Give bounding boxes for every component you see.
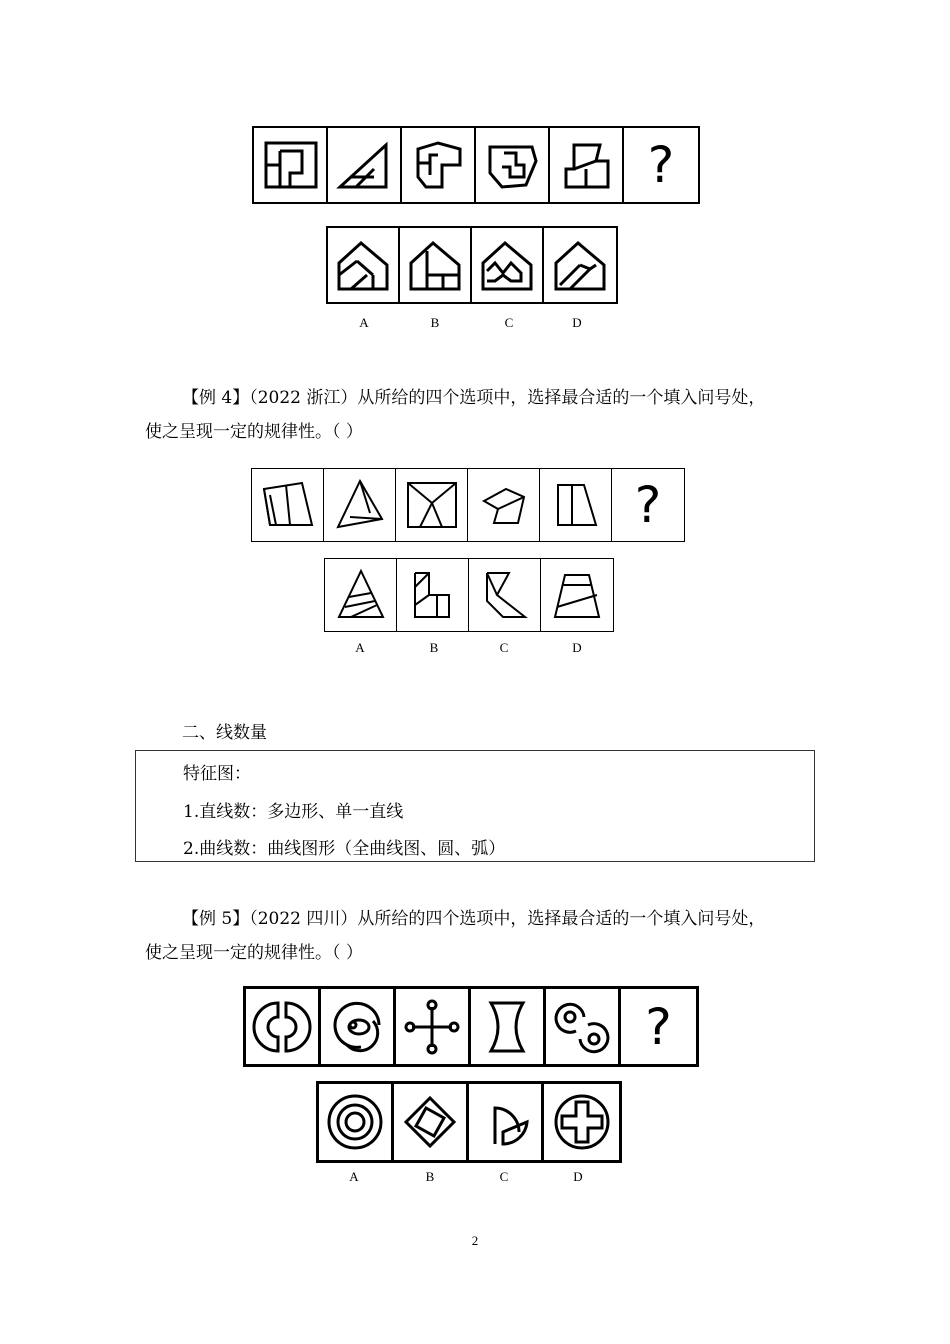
- fig3-question-strip: [243, 986, 699, 1067]
- fig1-option-a[interactable]: [328, 228, 400, 302]
- question-mark: ?: [645, 997, 672, 1056]
- example5-source: （2022 四川）: [249, 909, 358, 929]
- fig2-cell-5: [540, 469, 612, 541]
- option-label-c: C: [499, 1169, 509, 1184]
- fig2-question-cell: [612, 469, 684, 541]
- feature-box-title: 特征图：: [183, 764, 251, 784]
- fig1-question-cell: [624, 128, 698, 202]
- example5-question: [145, 902, 805, 970]
- fig2-cell-2: [324, 469, 396, 541]
- option-label-c: C: [504, 315, 514, 330]
- option-label-d: D: [572, 640, 582, 655]
- example5-question-line1: 从所给的四个选项中，选择最合适的一个填入问号处，: [357, 909, 766, 929]
- page-number: 2: [471, 1233, 479, 1248]
- fig3-option-labels: [0, 1169, 950, 1187]
- option-label-b: B: [429, 640, 439, 655]
- feature-note-box: [135, 750, 815, 862]
- fig2-options-strip: [324, 558, 614, 632]
- option-label-b: B: [425, 1169, 435, 1184]
- option-label-a: A: [355, 640, 365, 655]
- fig1-option-labels: [0, 315, 950, 333]
- fig1-cell-4: [476, 128, 550, 202]
- feature-item-2: 2.曲线数：曲线图形（全曲线图、圆、弧）: [183, 839, 506, 859]
- fig3-cell-3: [396, 989, 471, 1064]
- example5-tag: 【例 5】: [182, 909, 250, 929]
- fig2-option-c[interactable]: [469, 559, 541, 631]
- fig2-question-strip: [251, 468, 685, 542]
- fig1-cell-2: [328, 128, 402, 202]
- example4-source: （2022 浙江）: [249, 388, 358, 408]
- fig2-option-a[interactable]: [325, 559, 397, 631]
- fig3-cell-1: [246, 989, 321, 1064]
- option-label-d: D: [572, 315, 582, 330]
- fig1-option-d[interactable]: [544, 228, 616, 302]
- fig3-option-d[interactable]: [544, 1084, 619, 1160]
- fig3-options-strip: [316, 1081, 622, 1163]
- fig2-option-b[interactable]: [397, 559, 469, 631]
- fig1-question-strip: [252, 126, 700, 204]
- example4-question-line2: 使之呈现一定的规律性。（ ）: [145, 422, 363, 442]
- example4-tag: 【例 4】: [182, 388, 250, 408]
- fig2-cell-1: [252, 469, 324, 541]
- option-label-c: C: [499, 640, 509, 655]
- option-label-d: D: [573, 1169, 583, 1184]
- example4-question: [145, 381, 805, 449]
- fig2-cell-3: [396, 469, 468, 541]
- example5-question-line2: 使之呈现一定的规律性。（ ）: [145, 943, 363, 963]
- fig3-cell-5: [546, 989, 621, 1064]
- option-label-a: A: [359, 315, 369, 330]
- option-label-a: A: [349, 1169, 359, 1184]
- question-mark: ?: [647, 136, 675, 194]
- fig1-cell-1: [254, 128, 328, 202]
- fig3-option-c[interactable]: [469, 1084, 544, 1160]
- fig1-cell-5: [550, 128, 624, 202]
- fig1-options-strip: [326, 226, 618, 304]
- fig2-option-d[interactable]: [541, 559, 613, 631]
- feature-item-1: 1.直线数：多边形、单一直线: [183, 802, 404, 822]
- option-label-b: B: [430, 315, 440, 330]
- fig1-option-c[interactable]: [472, 228, 544, 302]
- fig3-option-a[interactable]: [319, 1084, 394, 1160]
- fig1-cell-3: [402, 128, 476, 202]
- fig2-option-labels: [0, 640, 950, 658]
- fig2-cell-4: [468, 469, 540, 541]
- fig3-option-b[interactable]: [394, 1084, 469, 1160]
- fig3-question-cell: [621, 989, 696, 1064]
- fig3-cell-2: [321, 989, 396, 1064]
- question-mark: ?: [634, 476, 662, 534]
- fig1-option-b[interactable]: [400, 228, 472, 302]
- section-heading: 二、线数量: [182, 723, 267, 743]
- fig3-cell-4: [471, 989, 546, 1064]
- example4-question-line1: 从所给的四个选项中，选择最合适的一个填入问号处，: [357, 388, 766, 408]
